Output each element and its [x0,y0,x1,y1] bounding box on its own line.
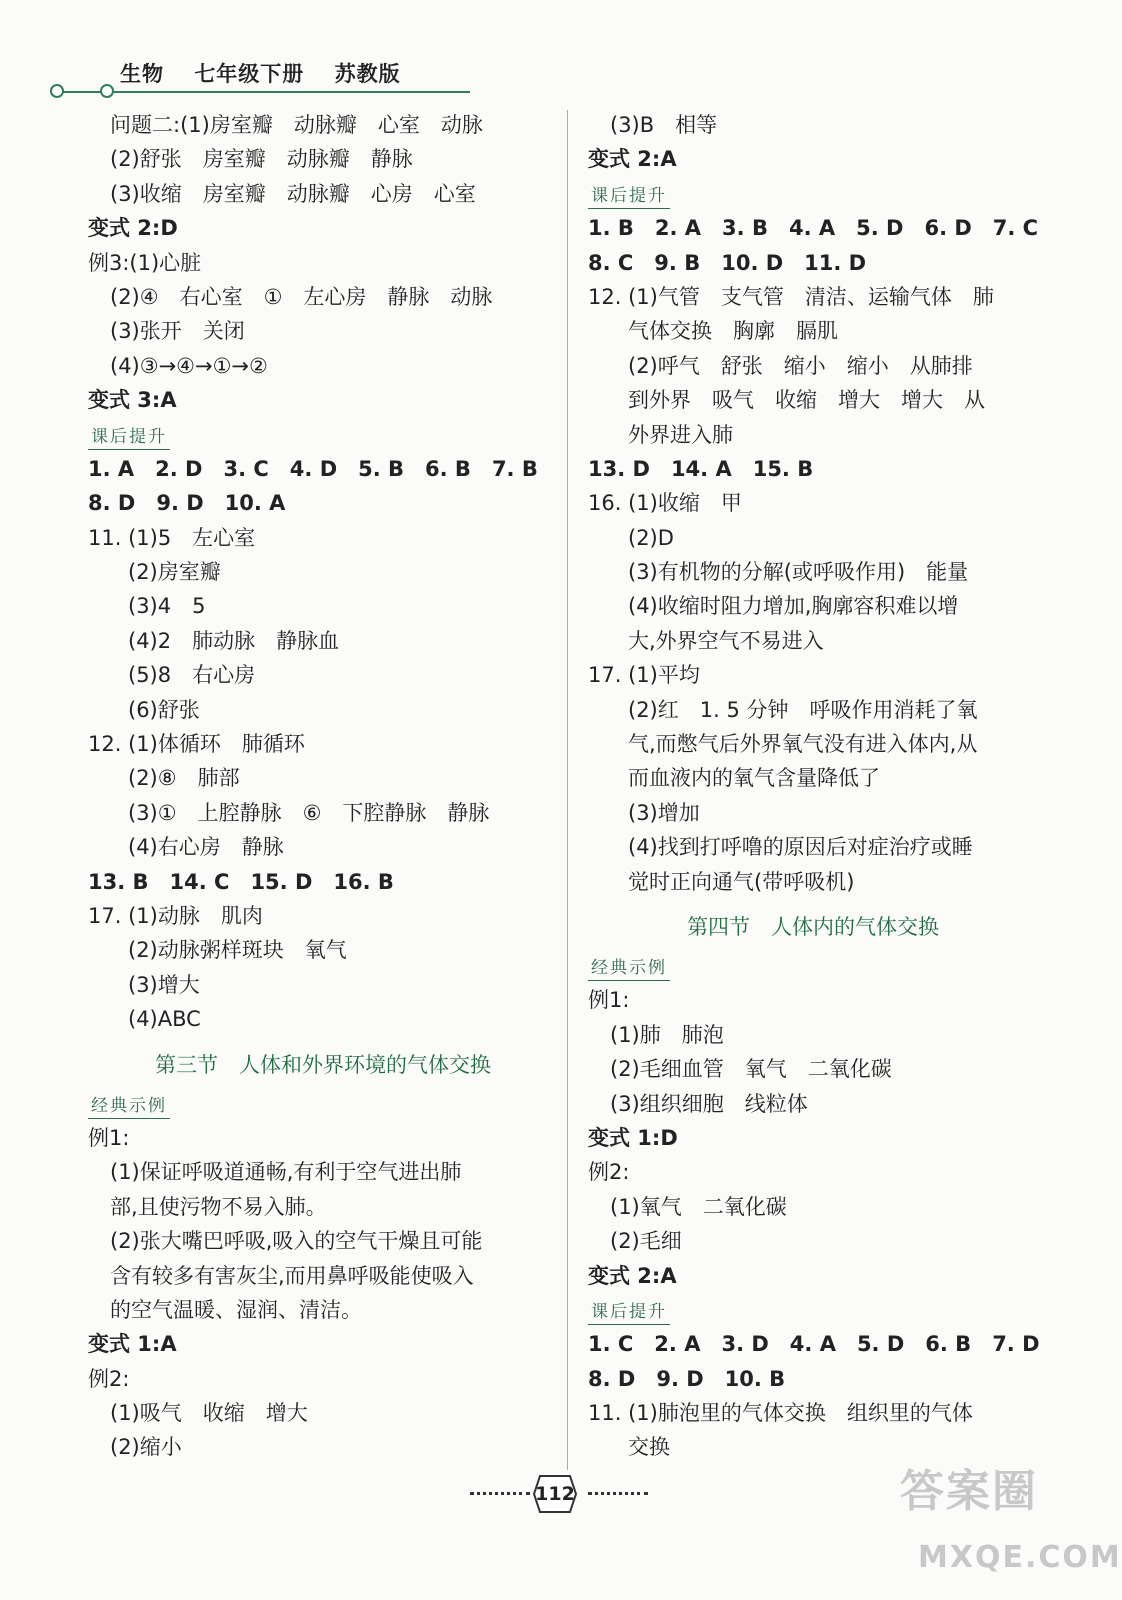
footer-dots-right [588,1492,648,1495]
column-divider [567,110,568,1470]
answer-line: 的空气温暖、湿润、清洁。 [110,1297,362,1322]
answer-line: 17. (1)平均 [588,663,700,688]
answer-line: (2)张大嘴巴呼吸,吸入的空气干燥且可能 [110,1229,483,1254]
watermark-url: MXQE.COM [918,1540,1122,1575]
answer-line: (3)收缩 房室瓣 动脉瓣 心房 心室 [110,181,476,206]
answer-line: (3)有机物的分解(或呼吸作用) 能量 [628,560,969,585]
answer-line: (2)D [628,525,674,550]
grade-label: 七年级下册 [194,62,305,86]
answer-line: 觉时正向通气(带呼吸机) [628,869,855,894]
answer-line: 11. (1)肺泡里的气体交换 组织里的气体 [588,1401,973,1426]
answer-line: 部,且使污物不易入肺。 [110,1194,327,1219]
section-tag-row [588,949,1038,983]
section-tag: 经典示例 [588,956,670,981]
answer-line: 13. B 14. C 15. D 16. B [88,869,394,894]
section-tag: 课后提升 [588,1300,670,1325]
answer-line: (3)4 5 [128,594,206,619]
answer-line: 8. C 9. B 10. D 11. D [588,250,867,275]
section-tag: 经典示例 [88,1094,170,1119]
section-tag-row [588,177,1038,211]
section-heading: 第三节 人体和外界环境的气体交换 [155,1052,491,1077]
edition-label: 苏教版 [334,62,401,86]
answer-column-left [88,108,558,1465]
answer-line: (3)增大 [128,972,200,997]
answer-line: (2)呼气 舒张 缩小 缩小 从肺排 [628,353,973,378]
answer-line: 例3:(1)心脏 [88,250,202,275]
answer-line: 12. (1)体循环 肺循环 [88,732,305,757]
answer-line: (3)组织细胞 线粒体 [610,1091,808,1116]
answer-line: 而血液内的氧气含量降低了 [628,766,880,791]
answer-line: (2)房室瓣 [128,560,221,585]
answer-line: 变式 2:A [588,1263,677,1288]
answer-line: 变式 1:A [88,1332,177,1357]
answer-line: 含有较多有害灰尘,而用鼻呼吸能使吸入 [110,1263,474,1288]
answer-line: 例2: [88,1366,130,1391]
answer-line: (1)保证呼吸道通畅,有利于空气进出肺 [110,1160,462,1185]
answer-line: (5)8 右心房 [128,663,256,688]
subject-label: 生物 [120,62,164,86]
answer-line: (4)2 肺动脉 静脉血 [128,628,340,653]
answer-line: 8. D 9. D 10. B [588,1366,786,1391]
answer-line: (6)舒张 [128,697,200,722]
answer-line: 交换 [628,1435,670,1460]
answer-line: 例1: [88,1125,130,1150]
answer-line: (4)右心房 静脉 [128,835,284,860]
section-tag-row [588,1293,1038,1327]
answer-line: (2)缩小 [110,1435,182,1460]
answer-line: 变式 3:A [88,388,177,413]
answer-line: 例1: [588,988,630,1013]
answer-line: (4)收缩时阻力增加,胸廓容积难以增 [628,594,959,619]
answer-line: (4)找到打呼噜的原因后对症治疗或睡 [628,835,973,860]
answer-line: 大,外界空气不易进入 [628,628,824,653]
section-tag: 课后提升 [88,425,170,450]
answer-line: 外界进入肺 [628,422,733,447]
answer-line: (2)④ 右心室 ① 左心房 静脉 动脉 [110,284,493,309]
answer-line: 17. (1)动脉 肌肉 [88,903,263,928]
answer-line: 1. B 2. A 3. B 4. A 5. D 6. D 7. C [588,216,1039,241]
answer-line: (2)红 1. 5 分钟 呼吸作用消耗了氧 [628,697,978,722]
answer-line: 气,而憋气后外界氧气没有进入体内,从 [628,732,978,757]
answer-line: 16. (1)收缩 甲 [588,491,742,516]
footer-dots-left [470,1492,530,1495]
section-tag-row [88,418,558,452]
answer-line: (2)⑧ 肺部 [128,766,240,791]
header-rule [60,91,470,93]
answer-line: 1. A 2. D 3. C 4. D 5. B 6. B 7. B [88,456,538,481]
answer-line: (2)毛细 [610,1229,682,1254]
answer-line: (3)增加 [628,800,700,825]
watermark-logo: 答案圈 [900,1466,1038,1517]
answer-line: 8. D 9. D 10. A [88,491,286,516]
answer-line: 变式 2:A [588,147,677,172]
answer-column-right [588,108,1038,1465]
section-heading: 第四节 人体内的气体交换 [687,914,939,939]
answer-line: (1)肺 肺泡 [610,1022,724,1047]
book-title [120,58,423,88]
answer-line: (1)吸气 收缩 增大 [110,1401,308,1426]
page-header [50,58,470,100]
answer-line: (2)毛细血管 氧气 二氧化碳 [610,1057,892,1082]
page-footer [470,1474,650,1514]
page-number-badge [532,1474,578,1514]
header-dot-right [100,84,114,98]
answer-line: (3)B 相等 [610,113,718,137]
answer-line: 问题二:(1)房室瓣 动脉瓣 心室 动脉 [110,113,483,137]
answer-line: 气体交换 胸廓 膈肌 [628,319,838,344]
answer-line: (2)动脉粥样斑块 氧气 [128,938,347,963]
answer-line: (1)氧气 二氧化碳 [610,1194,787,1219]
section-tag-row [88,1087,558,1121]
answer-line: (4)③→④→①→② [110,353,268,378]
answer-line: 1. C 2. A 3. D 4. A 5. D 6. B 7. D [588,1332,1040,1357]
answer-line: 变式 1:D [588,1125,678,1150]
answer-line: (3)张开 关闭 [110,319,245,344]
answer-line: 变式 2:D [88,216,178,241]
section-tag: 课后提升 [588,184,670,209]
answer-line: (2)舒张 房室瓣 动脉瓣 静脉 [110,147,413,172]
header-dot-left [50,84,64,98]
answer-line: 例2: [588,1160,630,1185]
answer-line: (3)① 上腔静脉 ⑥ 下腔静脉 静脉 [128,800,490,825]
answer-line: (4)ABC [128,1007,201,1032]
answer-line: 11. (1)5 左心室 [88,525,256,550]
answer-line: 13. D 14. A 15. B [588,456,814,481]
answer-line: 12. (1)气管 支气管 清洁、运输气体 肺 [588,284,994,309]
answer-line: 到外界 吸气 收缩 增大 增大 从 [628,388,985,413]
page-number: 112 [535,1483,575,1505]
